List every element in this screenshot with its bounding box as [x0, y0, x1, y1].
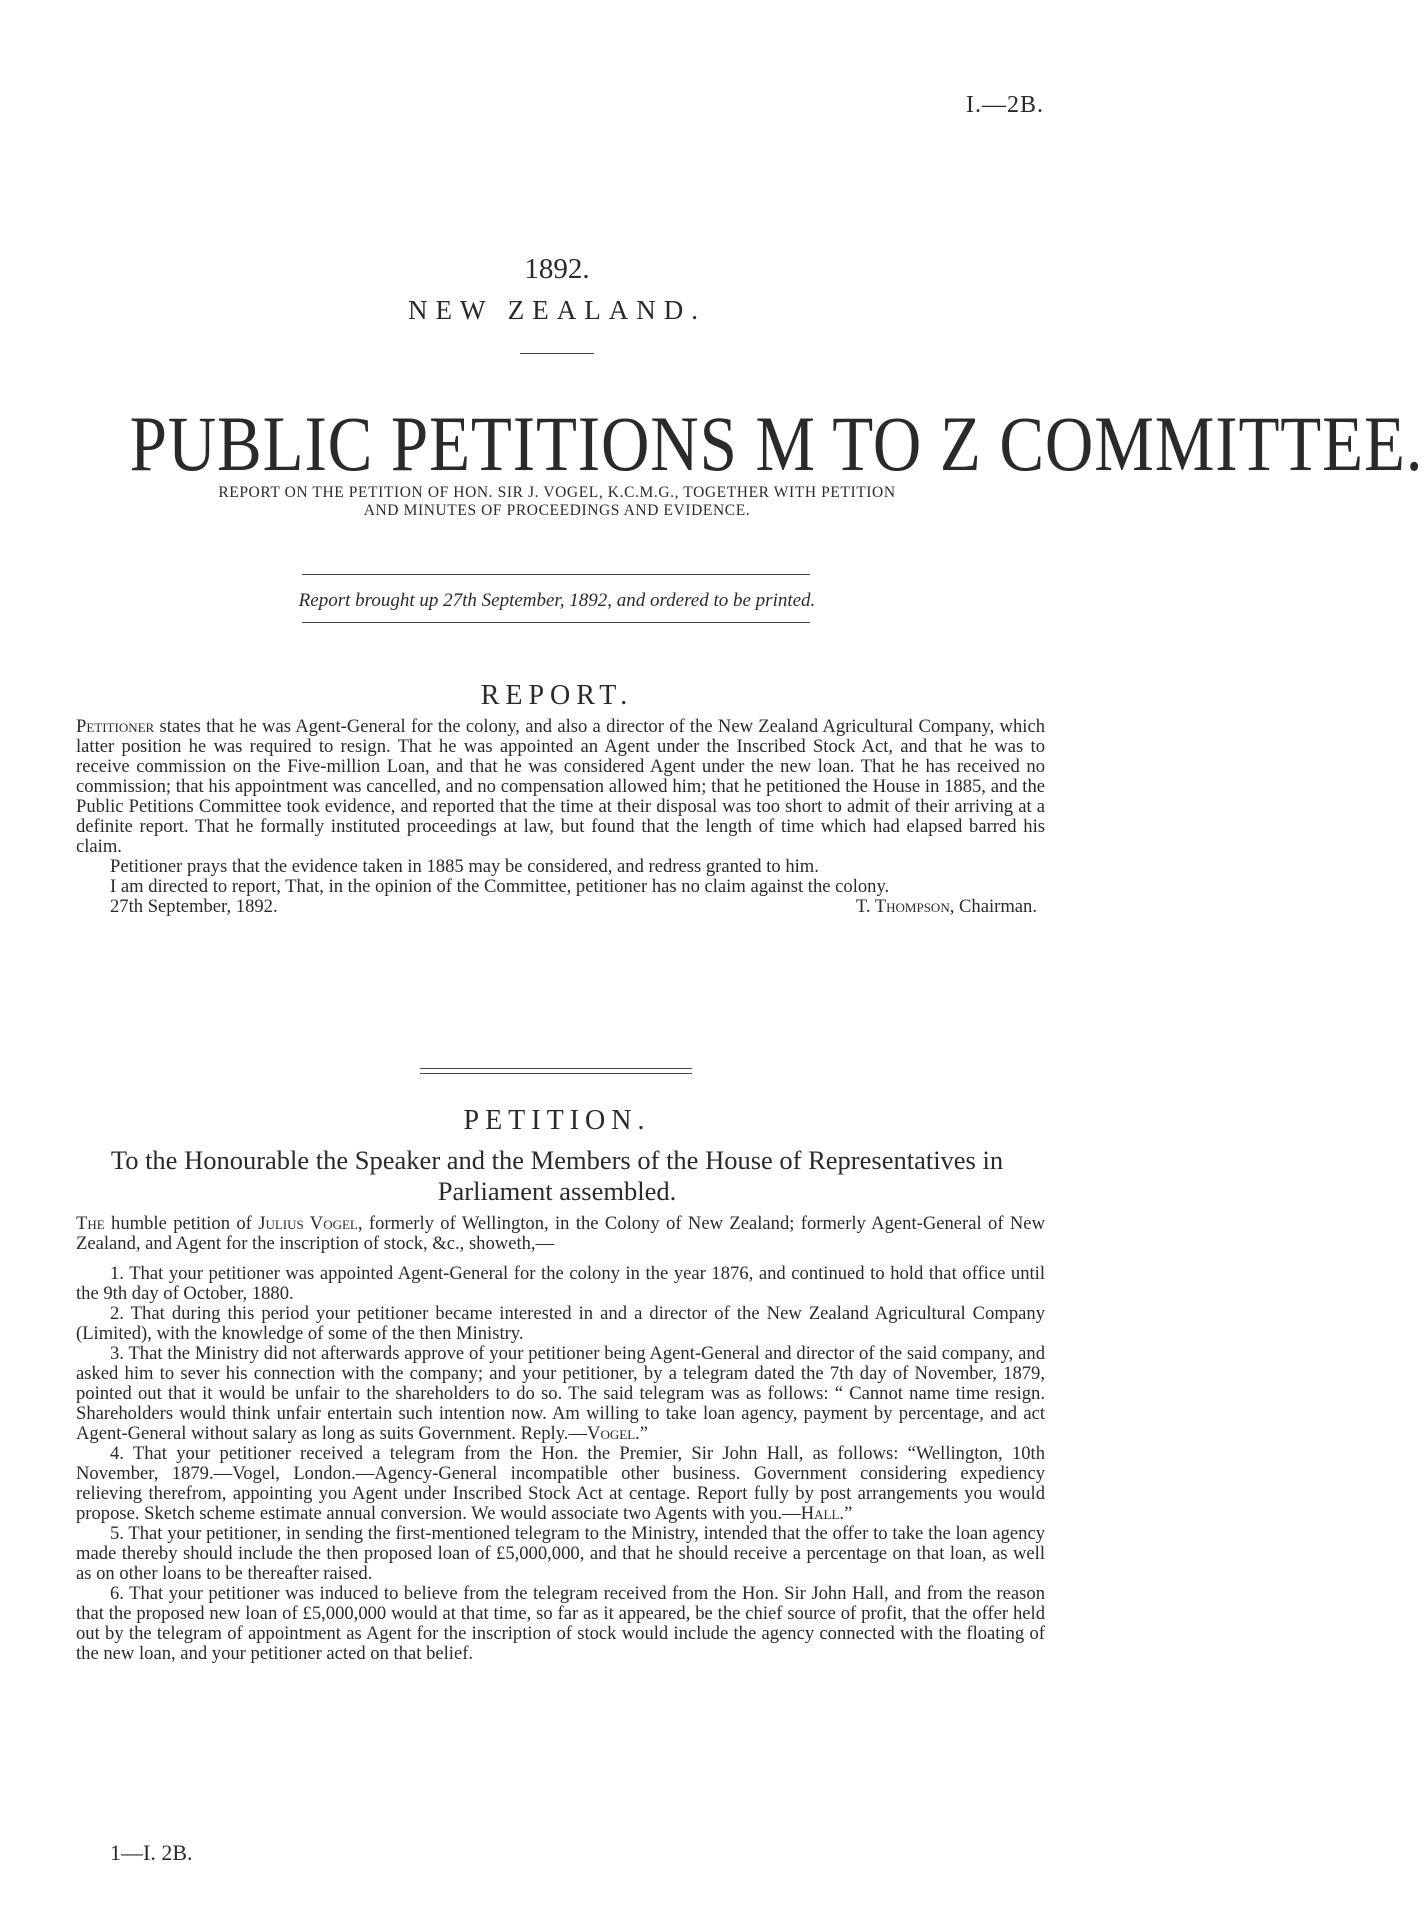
report-paragraph-1-text: states that he was Agent-General for the colony, and also a director of the New Zealand Agricultural Company, which latter position he was required to resign. That he was appointed an Agent under the Inscribed Stock Act, and that he was to receive commission on the Five-million Loan, and that he was considered Agent under the new loan. That he has received no commission; that his appointment was cancelled, and no compensation allowed him; that he petitioned the House in 1885, and the Public Petitions Committee took evidence, and reported that the time at their disposal was too short to admit of their arriving at a definite report. That he formally instituted proceedings at law, but found that the length of time which had elapsed barred his claim.: [76, 716, 1045, 857]
report-date: 27th September, 1892.: [110, 896, 278, 917]
petition-paragraph-3-text: 3. That the Ministry did not afterwards approve of your petitioner being Agent-General and director of the said company, and asked him to sever his connection with the company; and your petitioner, by a telegram dated the 7th day of November, 1879, pointed out that it would be unfair to the shareholders to do so. The said telegram was as follows: “ Cannot name time resign. Shareholders would think unfair entertain such intention now. Am willing to take loan agency, payment by percentage, and act Agent-General without salary as long as suits Government. Reply.—: [76, 1343, 1045, 1444]
petition-paragraph-4-end: .”: [839, 1503, 853, 1524]
divider-double-1: [420, 1068, 692, 1069]
petition-heading: PETITION.: [463, 1105, 651, 1136]
report-paragraph-2: Petitioner prays that the evidence taken in 1885 may be considered, and redress granted to him.: [110, 856, 819, 877]
telegram-signature-vogel: Vogel: [587, 1423, 636, 1444]
subtitle-line-1: REPORT ON THE PETITION OF HON. SIR J. VOGEL, K.C.M.G., TOGETHER WITH PETITION: [218, 484, 896, 501]
petition-paragraph-2: 2. That during this period your petitioner became interested in and a director of the New Zealand Agricultural Company (Limited), with the knowledge of some of the then Ministry.: [76, 1303, 1045, 1344]
report-lead-word: Petitioner: [76, 716, 155, 737]
petition-intro-text-1: humble petition of: [104, 1213, 259, 1234]
signatory-title: , Chairman.: [949, 896, 1037, 917]
year-heading: 1892.: [524, 253, 590, 285]
petition-paragraph-5: 5. That your petitioner, in sending the first-mentioned telegram to the Ministry, intended that the offer to take the loan agency made thereby should include the then proposed loan of £5,000,000, and that he should receive a percentage on that loan, as well as on other loans to be thereafter raised.: [76, 1523, 1045, 1584]
divider-top: [302, 574, 810, 575]
signatory-name: T. Thompson: [855, 896, 950, 917]
petition-address: To the Honourable the Speaker and the Members of the House of Representatives in Parliament assembled.: [110, 1145, 1004, 1206]
page-reference: I.—2B.: [966, 92, 1044, 118]
petition-body: [76, 1214, 1045, 1664]
report-paragraph-1: [76, 717, 1045, 857]
petition-paragraph-4-text: 4. That your petitioner received a telegram from the Hon. the Premier, Sir John Hall, as follows: “Wellington, 10th November, 1879.—Vogel, London.—Agency-General incompatible other business. Government considering expediency relieving therefrom, appointing you Agent under Inscribed Stock Act at centage. Report fully by post arrangements you would propose. Sketch scheme estimate annual conversion. We would associate two Agents with you.—: [76, 1443, 1045, 1524]
petition-paragraph-6: 6. That your petitioner was induced to believe from the telegram received from the Hon. Sir John Hall, and from the reason that the proposed new loan of £5,000,000 would at that time, so far as it appeared, be the chief source of profit, that the offer held out by the telegram of appointment as Agent for the inscription of stock would include the agency connected with the floating of the new loan, and your petitioner acted on that belief.: [76, 1583, 1045, 1664]
divider-double-2: [420, 1073, 692, 1074]
petition-paragraph-3-end: .”: [635, 1423, 649, 1444]
page-footer-signature: 1—I. 2B.: [110, 1840, 193, 1865]
subtitle-line-2: AND MINUTES OF PROCEEDINGS AND EVIDENCE.: [363, 502, 751, 519]
country-heading: NEW ZEALAND.: [408, 295, 706, 325]
report-paragraph-3: I am directed to report, That, in the opinion of the Committee, petitioner has no claim against the colony.: [110, 876, 890, 897]
petition-paragraph-3: [76, 1344, 1045, 1444]
document-subtitle: [100, 484, 1014, 520]
petition-intro: [76, 1214, 1045, 1254]
petition-intro-text-2: , formerly of Wellington, in the Colony of New Zealand; formerly Agent-General of New Zealand, and Agent for the inscription of stock, &c., showeth,—: [76, 1213, 1045, 1254]
divider-short: [520, 353, 594, 354]
petitioner-name: Julius Vogel: [258, 1213, 358, 1234]
divider-bottom: [302, 622, 810, 623]
petition-paragraph-4: [76, 1444, 1045, 1524]
report-signatory: [856, 897, 1037, 917]
report-brought-up-note: Report brought up 27th September, 1892, and ordered to be printed.: [298, 590, 816, 611]
document-title: PUBLIC PETITIONS M TO Z COMMITTEE.: [129, 400, 1423, 487]
report-heading: REPORT.: [480, 680, 634, 711]
petition-lead-word: The: [76, 1213, 105, 1234]
report-signature-row: [76, 897, 1045, 917]
report-body: [76, 717, 1045, 917]
petition-paragraph-1: 1. That your petitioner was appointed Agent-General for the colony in the year 1876, and continued to hold that office until the 9th day of October, 1880.: [76, 1263, 1045, 1304]
telegram-signature-hall: Hall: [800, 1503, 840, 1524]
